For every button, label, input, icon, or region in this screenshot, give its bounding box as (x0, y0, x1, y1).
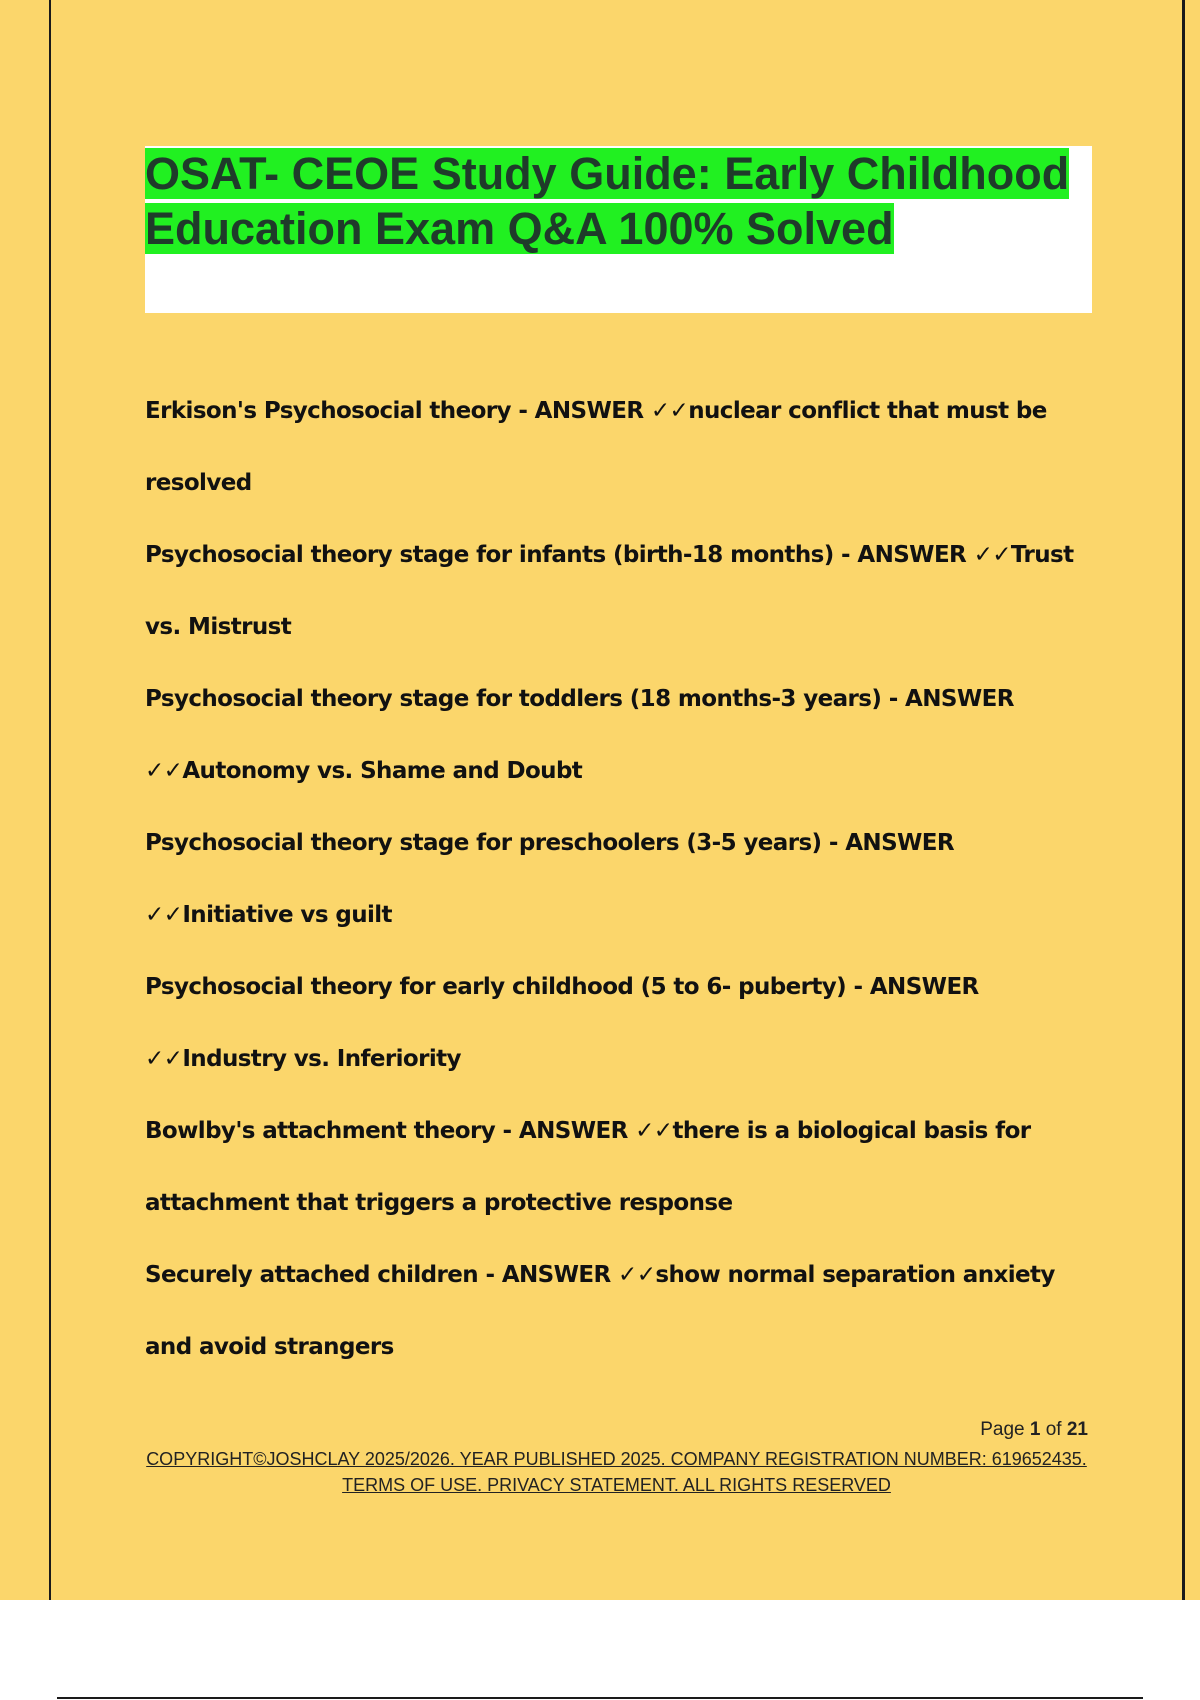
qa-answer: there is a biological basis for attachment that triggers a protective response (145, 1118, 1031, 1216)
qa-item (145, 1239, 1105, 1383)
qa-question: Psychosocial theory stage for infants (birth-18 months) - ANSWER ✓✓ (145, 542, 1011, 568)
page-number (145, 1418, 1088, 1442)
qa-item (145, 951, 1105, 1095)
page-prefix: Page (980, 1419, 1030, 1440)
document-title-text: OSAT- CEOE Study Guide: Early Childhood Education Exam Q&A 100% Solved (145, 148, 1070, 254)
qa-answer: Industry vs. Inferiority (182, 1046, 461, 1072)
qa-question: Psychosocial theory for early childhood (5 to 6- puberty) - ANSWER ✓✓ (145, 974, 979, 1072)
qa-list (145, 375, 1105, 1383)
qa-answer: nuclear conflict that must be resolved (145, 398, 1047, 496)
qa-item (145, 807, 1105, 951)
qa-question: Psychosocial theory stage for preschoolers (3-5 years) - ANSWER ✓✓ (145, 830, 955, 928)
document-title (145, 146, 1085, 256)
page-of: of (1040, 1419, 1067, 1440)
copyright-notice: COPYRIGHT©JOSHCLAY 2025/2026. YEAR PUBLISHED 2025. COMPANY REGISTRATION NUMBER: 619652435. TERMS OF USE. PRIVACY STATEMENT. ALL RIGHTS RESERVED (146, 1449, 1087, 1495)
qa-answer: Initiative vs guilt (182, 902, 392, 928)
qa-question: Securely attached children - ANSWER ✓✓ (145, 1262, 656, 1288)
page-total: 21 (1066, 1419, 1088, 1440)
title-block (145, 146, 1092, 313)
page-right-border (1182, 0, 1185, 1600)
qa-answer: Autonomy vs. Shame and Doubt (182, 758, 583, 784)
qa-item (145, 375, 1105, 519)
qa-question: Psychosocial theory stage for toddlers (18 months-3 years) - ANSWER ✓✓ (145, 686, 1014, 784)
page-footer (145, 1418, 1088, 1498)
qa-item (145, 519, 1105, 663)
page-current: 1 (1029, 1419, 1041, 1440)
qa-item (145, 663, 1105, 807)
page-left-border (49, 0, 51, 1600)
bottom-rule (57, 1697, 1143, 1699)
qa-question: Erkison's Psychosocial theory - ANSWER ✓✓ (145, 398, 689, 424)
qa-answer: Trust vs. Mistrust (145, 542, 1074, 640)
qa-answer: show normal separation anxiety and avoid strangers (145, 1262, 1055, 1360)
qa-item (145, 1095, 1105, 1239)
qa-question: Bowlby's attachment theory - ANSWER ✓✓ (145, 1118, 673, 1144)
